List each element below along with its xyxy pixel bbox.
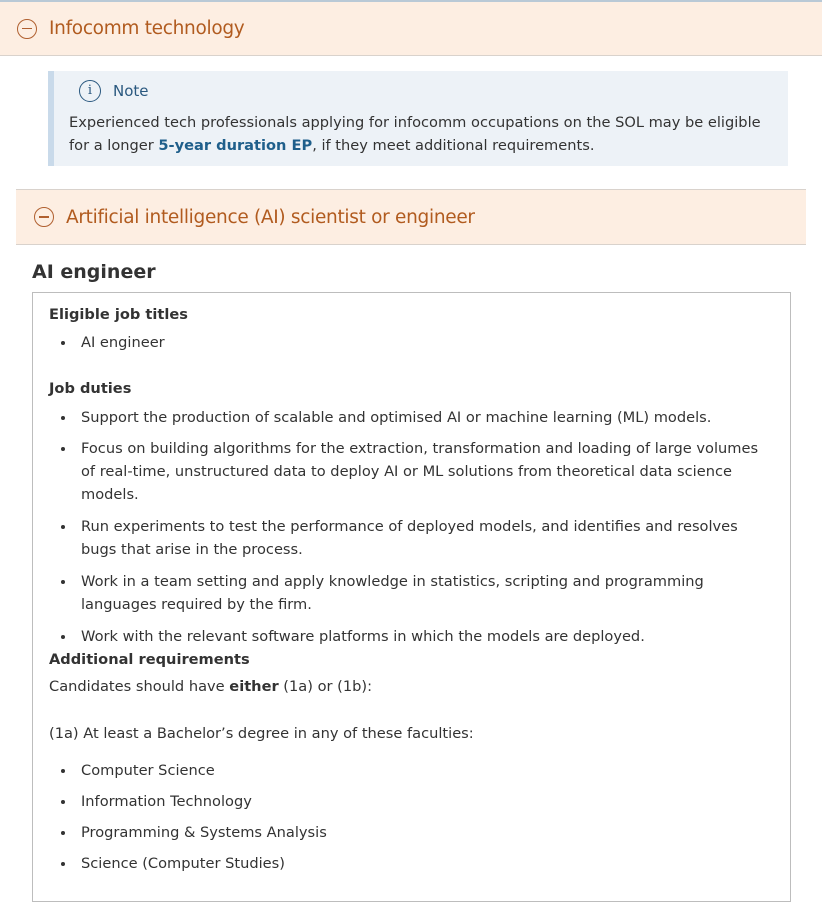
accordion-infocomm-technology[interactable]: [0, 0, 822, 56]
job-duties-heading: Job duties: [49, 380, 132, 397]
list-item: Support the production of scalable and optimised AI or machine learning (ML) models.: [49, 406, 759, 429]
job-duties-list: [49, 406, 759, 648]
list-item: Science (Computer Studies): [49, 852, 759, 875]
collapse-icon[interactable]: [17, 19, 37, 39]
list-item: Focus on building algorithms for the extraction, transformation and loading of large volumes of real-time, unstructured data to deploy AI or ML solutions from theoretical data science models.: [49, 437, 759, 506]
list-item: Programming & Systems Analysis: [49, 821, 759, 844]
5-year-ep-link[interactable]: 5-year duration EP: [158, 137, 313, 154]
list-item: Work with the relevant software platforms in which the models are deployed.: [49, 625, 759, 648]
eligible-job-titles-heading: Eligible job titles: [49, 306, 188, 323]
note-text: Experienced tech professionals applying for infocomm occupations on the SOL may be eligible for a longer 5-year duration EP, if they meet additional requirements.: [69, 114, 761, 154]
accordion-ai-scientist-engineer[interactable]: [16, 189, 806, 245]
list-item: Computer Science: [49, 759, 759, 782]
note-label: Note: [113, 82, 149, 100]
accordion-title: Infocomm technology: [49, 18, 245, 39]
note-callout: [48, 71, 788, 166]
degree-text: (1a) At least a Bachelor’s degree in any of these faculties:: [49, 725, 474, 742]
eligible-job-titles-list: [49, 331, 759, 354]
job-details-box: [32, 292, 791, 902]
faculties-list: [49, 759, 759, 875]
list-item: Work in a team setting and apply knowledge in statistics, scripting and programming languages required by the firm.: [49, 570, 759, 616]
list-item: AI engineer: [49, 331, 759, 354]
accordion-title: Artificial intelligence (AI) scientist or engineer: [66, 206, 475, 228]
list-item: Information Technology: [49, 790, 759, 813]
section-title: AI engineer: [32, 261, 156, 283]
info-icon: i: [79, 80, 101, 102]
collapse-icon[interactable]: [34, 207, 54, 227]
candidates-text: Candidates should have either (1a) or (1b):: [49, 678, 372, 695]
list-item: Run experiments to test the performance of deployed models, and identifies and resolves bugs that arise in the process.: [49, 515, 759, 561]
additional-requirements-heading: Additional requirements: [49, 651, 250, 668]
